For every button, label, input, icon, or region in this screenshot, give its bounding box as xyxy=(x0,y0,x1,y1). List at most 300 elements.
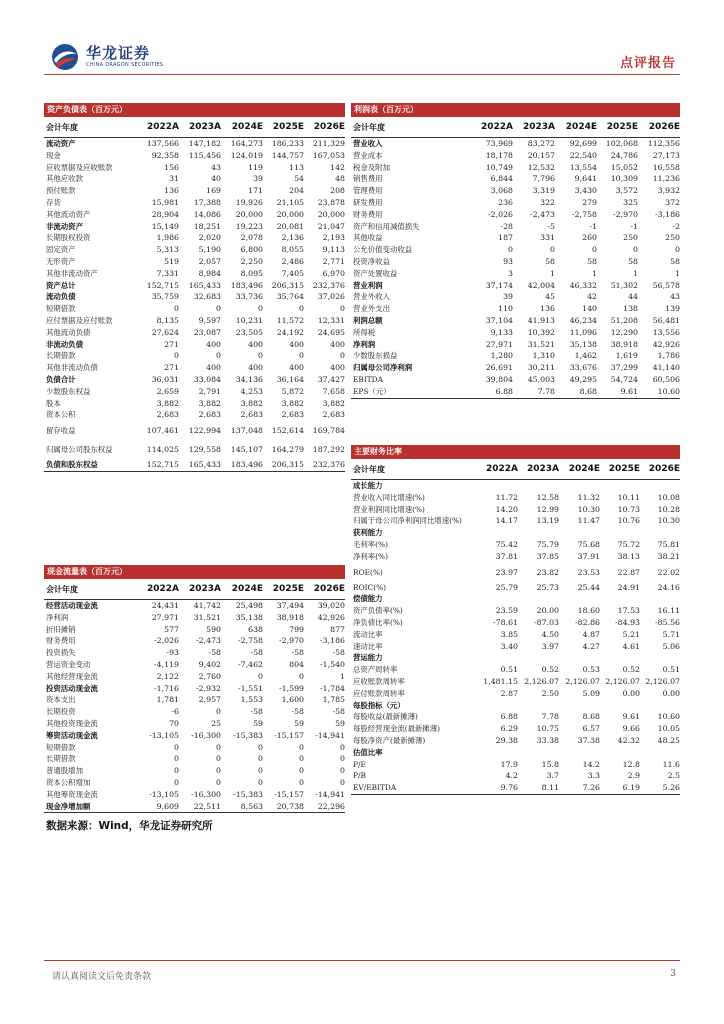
cell-value: 33.38 xyxy=(536,735,559,745)
cell-value: 6.29 xyxy=(500,724,518,734)
header-year: 2026E xyxy=(304,579,345,600)
cell-value: -16,300 xyxy=(191,789,221,799)
cell-value: 0 xyxy=(340,777,345,787)
cell-value xyxy=(477,527,518,539)
cell-value: 5.21 xyxy=(622,629,640,639)
cell-value: 25 xyxy=(211,718,221,728)
cell-value: 206,315 xyxy=(271,280,304,290)
cell-value: 58 xyxy=(587,256,597,266)
cell-value: 0 xyxy=(216,304,221,314)
table-row xyxy=(44,386,345,398)
cell-value: 400 xyxy=(206,363,221,373)
table-row xyxy=(351,515,680,527)
cell-value: 35,759 xyxy=(151,292,179,302)
table-row xyxy=(44,659,345,671)
cell-value: 10.75 xyxy=(536,724,559,734)
cell-value: 3,068 xyxy=(490,186,513,196)
row-label: EV/EBITDA xyxy=(351,782,477,794)
cell-value: 21,047 xyxy=(317,221,345,231)
row-label: 负债和股东权益 xyxy=(44,459,136,471)
cell-value: 21,105 xyxy=(276,197,304,207)
cell-value: -87.03 xyxy=(534,617,559,627)
row-label: 营业利润同比增速(%) xyxy=(353,504,425,514)
header-year: 2024E xyxy=(221,117,263,138)
cell-value: 331 xyxy=(540,233,555,243)
cell-value: -15,383 xyxy=(233,730,263,740)
cell-value: 37.81 xyxy=(495,551,518,561)
cell-value: 20,000 xyxy=(276,209,304,219)
cell-value: 29.38 xyxy=(495,735,518,745)
cell-value xyxy=(600,747,640,759)
cell-value: 42.32 xyxy=(617,735,640,745)
cell-value: 2,122 xyxy=(156,671,179,681)
cell-value: 41,140 xyxy=(652,363,680,373)
cell-value: 400 xyxy=(289,363,304,373)
cell-value: 34,136 xyxy=(235,374,263,384)
cell-value: 2,957 xyxy=(198,695,221,705)
cell-value xyxy=(640,480,680,492)
cell-value: 136 xyxy=(540,304,555,314)
cell-value: 10.60 xyxy=(638,386,680,398)
cell-value: 4.61 xyxy=(622,641,640,651)
cell-value: 6,970 xyxy=(322,268,345,278)
cell-value: 129,558 xyxy=(188,445,221,455)
cell-value: 35,138 xyxy=(235,612,263,622)
cell-value: 70 xyxy=(169,718,179,728)
cell-value: 0 xyxy=(258,766,263,776)
cell-value: 51,302 xyxy=(610,280,638,290)
cell-value: 75.79 xyxy=(536,539,559,549)
table-row xyxy=(44,162,345,174)
cell-value: 23,878 xyxy=(317,197,345,207)
cell-value: 250 xyxy=(623,233,638,243)
cell-value: 1,986 xyxy=(156,233,179,243)
cell-value xyxy=(477,593,518,605)
row-label: 税金及附加 xyxy=(353,162,390,172)
cell-value: 18,251 xyxy=(193,221,221,231)
cell-value: 37,104 xyxy=(485,315,513,325)
row-label: 其他应收款 xyxy=(46,174,83,184)
cell-value: 11.32 xyxy=(577,492,600,502)
cell-value: 0 xyxy=(633,245,638,255)
cell-value: 59 xyxy=(253,718,263,728)
cell-value: 4.87 xyxy=(582,629,600,639)
cell-value: 16.11 xyxy=(657,606,680,616)
cell-value: 39,804 xyxy=(485,374,513,384)
cell-value: 43 xyxy=(211,162,221,172)
row-label: 流动比率 xyxy=(353,629,383,639)
cell-value: 15,981 xyxy=(151,197,179,207)
row-label: 每股净资产(最新摊薄) xyxy=(353,735,426,745)
cell-value: 35,138 xyxy=(569,339,597,349)
cell-value: 6,844 xyxy=(490,174,513,184)
table-row xyxy=(44,209,345,221)
row-label: 资产和信用减值损失 xyxy=(353,221,420,231)
logo-name-cn: 华龙证券 xyxy=(86,44,151,62)
cell-value: 10.11 xyxy=(617,492,640,502)
cell-value: 14.20 xyxy=(495,504,518,514)
cell-value: 26,691 xyxy=(485,363,513,373)
cell-value: 6.88 xyxy=(500,712,518,722)
table-row xyxy=(44,694,345,706)
cell-value: 0.00 xyxy=(662,688,680,698)
row-label: 成长能力 xyxy=(353,481,383,490)
cell-value: -14,941 xyxy=(315,730,345,740)
table-row xyxy=(44,315,345,327)
cell-value xyxy=(600,593,640,605)
cell-value: 20,157 xyxy=(527,150,555,160)
cell-value xyxy=(518,527,559,539)
cell-value: 9.76 xyxy=(477,782,518,794)
cell-value: 12.58 xyxy=(536,492,559,502)
cell-value: 20,000 xyxy=(235,209,263,219)
cell-value: 27,971 xyxy=(485,339,513,349)
table-row xyxy=(351,641,680,653)
cell-value: 102,068 xyxy=(605,139,638,148)
cell-value: 152,614 xyxy=(271,426,304,436)
table-row xyxy=(44,706,345,718)
cell-value: 271 xyxy=(164,339,179,349)
cell-value: 0.51 xyxy=(500,665,518,675)
cell-value: 208 xyxy=(330,186,345,196)
table-row xyxy=(44,742,345,754)
cell-value: 25.44 xyxy=(577,582,600,592)
cell-value xyxy=(518,480,559,492)
cell-value: -1,599 xyxy=(279,683,304,693)
table-row xyxy=(44,138,345,150)
cell-value: 2,136 xyxy=(281,233,304,243)
cell-value: 113 xyxy=(289,162,304,172)
balance-sheet-table xyxy=(44,117,345,472)
header-year: 2024E xyxy=(221,579,263,600)
ratios-section xyxy=(351,445,680,795)
cell-value xyxy=(600,652,640,664)
cell-value: 23,505 xyxy=(235,327,263,337)
cell-value: 14,086 xyxy=(193,209,221,219)
table-row xyxy=(351,244,680,256)
cell-value: 638 xyxy=(248,624,263,634)
row-label: P/B xyxy=(353,771,366,781)
row-label: 非流动资产 xyxy=(46,221,83,231)
row-label: 研发费用 xyxy=(353,197,383,207)
header-label: 会计年度 xyxy=(351,459,477,480)
row-label: 留存收益 xyxy=(46,426,76,436)
cell-value: 2.9 xyxy=(627,771,640,781)
cell-value: 42,004 xyxy=(527,280,555,290)
cell-value: 10.05 xyxy=(657,724,680,734)
cell-value: -2,026 xyxy=(154,636,179,646)
disclaimer-link[interactable]: 请认真阅读文后免责条款 xyxy=(52,972,152,982)
cell-value: 211,329 xyxy=(312,139,345,148)
row-label: 营运能力 xyxy=(353,653,383,663)
cell-value: 5.26 xyxy=(640,782,680,794)
cell-value xyxy=(559,652,600,664)
row-label: 营业利润 xyxy=(353,280,383,290)
cell-value: 11.47 xyxy=(577,516,600,526)
cell-value: 37.85 xyxy=(536,551,559,561)
cell-value: -1,540 xyxy=(320,659,345,669)
cell-value: 1,781 xyxy=(156,695,179,705)
table-row xyxy=(44,350,345,362)
cell-value: 3.40 xyxy=(500,641,518,651)
cell-value: 59 xyxy=(335,718,345,728)
header-year: 2026E xyxy=(640,459,680,480)
header-year: 2026E xyxy=(638,117,680,138)
cell-value: 236 xyxy=(498,197,513,207)
table-row xyxy=(351,539,680,551)
cell-value: 3.7 xyxy=(546,771,559,781)
ratios-table xyxy=(351,459,680,795)
cell-value: 107,461 xyxy=(146,426,179,436)
cell-value: 10,749 xyxy=(485,162,513,172)
row-label: 利润总额 xyxy=(353,315,383,325)
cell-value: 112,356 xyxy=(647,139,680,148)
cell-value: 187 xyxy=(498,233,513,243)
cell-value: 75.72 xyxy=(617,539,640,549)
row-label: 归属于母公司净利润同比增速(%) xyxy=(353,516,462,526)
header-year: 2024E xyxy=(555,117,597,138)
cell-value: 11,572 xyxy=(276,315,304,325)
cell-value: 25,498 xyxy=(235,601,263,610)
row-label: 长期借款 xyxy=(46,754,76,764)
category-row xyxy=(351,747,680,759)
cell-value: 54,724 xyxy=(610,374,638,384)
cell-value: 8,135 xyxy=(156,315,179,325)
table-header-row xyxy=(351,459,680,480)
cell-value: -13,105 xyxy=(149,789,179,799)
table-row xyxy=(351,339,680,351)
cell-value: 171 xyxy=(248,186,263,196)
cell-value: 3 xyxy=(508,268,513,278)
table-row xyxy=(351,327,680,339)
cell-value: 46,332 xyxy=(569,280,597,290)
cell-value: 24,192 xyxy=(276,327,304,337)
cell-value: -6 xyxy=(171,707,179,717)
table-row xyxy=(351,256,680,268)
row-label: 每股经营现金流(最新摊薄) xyxy=(353,724,441,734)
table-row xyxy=(44,197,345,209)
cell-value xyxy=(640,747,680,759)
cell-value: 17.9 xyxy=(500,759,518,769)
cell-value: 24,786 xyxy=(610,150,638,160)
header-year: 2023A xyxy=(179,117,221,138)
table-header-row xyxy=(44,117,345,138)
table-row xyxy=(44,244,345,256)
cell-value: 19,223 xyxy=(235,221,263,231)
cell-value: -4,119 xyxy=(154,659,179,669)
table-row xyxy=(44,256,345,268)
cell-value: 1,553 xyxy=(240,695,263,705)
cell-value: 206,315 xyxy=(263,459,304,471)
cell-value: 42 xyxy=(587,292,597,302)
cell-value: 27,971 xyxy=(151,612,179,622)
row-label: 资产总计 xyxy=(46,280,76,290)
cell-value: 48.25 xyxy=(657,735,680,745)
row-label: 存货 xyxy=(46,197,61,207)
cell-value: -58 xyxy=(291,707,304,717)
cell-value: 3.97 xyxy=(541,641,559,651)
cell-value: 0 xyxy=(258,671,263,681)
row-label: 投资损失 xyxy=(46,648,76,658)
cell-value: 0 xyxy=(258,304,263,314)
header-year: 2025E xyxy=(263,579,304,600)
cell-value: 0.00 xyxy=(622,688,640,698)
cell-value: 152,715 xyxy=(146,280,179,290)
cell-value: 9,402 xyxy=(198,659,221,669)
table-row xyxy=(44,173,345,185)
row-label: ROE(%) xyxy=(353,567,383,577)
cell-value: 2,683 xyxy=(281,410,304,420)
cell-value: 0 xyxy=(340,304,345,314)
row-label: 应付账款周转率 xyxy=(353,688,405,698)
cell-value: 4,253 xyxy=(240,386,263,396)
cell-value: -2,970 xyxy=(613,209,638,219)
cell-value xyxy=(477,747,518,759)
cell-value: 19,926 xyxy=(235,197,263,207)
cell-value: 165,433 xyxy=(188,280,221,290)
cell-value: 3.3 xyxy=(587,771,600,781)
cell-value: 15.8 xyxy=(541,759,559,769)
cell-value: 35,764 xyxy=(276,292,304,302)
cell-value: -1 xyxy=(589,221,597,231)
cell-value: 10.08 xyxy=(657,492,680,502)
cell-value: 1,481.15 xyxy=(483,676,518,686)
row-label: 营运资金变动 xyxy=(46,659,91,669)
cell-value: 1 xyxy=(592,268,597,278)
cell-value: 590 xyxy=(206,624,221,634)
cell-value: 2.50 xyxy=(541,688,559,698)
row-label: 其他流动负债 xyxy=(46,327,91,337)
cell-value: 1,280 xyxy=(490,351,513,361)
table-row xyxy=(351,676,680,688)
cell-value: 0 xyxy=(216,742,221,752)
table-row xyxy=(351,563,680,582)
header-year: 2025E xyxy=(600,459,640,480)
cell-value: 232,376 xyxy=(312,280,345,290)
row-label: 偿债能力 xyxy=(353,594,383,604)
cell-value: 2,126.07 xyxy=(645,676,680,686)
cell-value: 92,358 xyxy=(151,150,179,160)
row-label: 资产处置收益 xyxy=(353,268,398,278)
table-row xyxy=(44,280,345,292)
cell-value: 0 xyxy=(299,671,304,681)
table-row xyxy=(44,327,345,339)
category-row xyxy=(351,700,680,712)
cell-value: 1,600 xyxy=(281,695,304,705)
row-label: 资本支出 xyxy=(46,695,76,705)
cell-value: 10.60 xyxy=(657,712,680,722)
cell-value: 7.26 xyxy=(559,782,600,794)
cell-value: 10,392 xyxy=(527,327,555,337)
logo-name-en: CHINA DRAGON SECURITIES xyxy=(86,62,164,68)
cell-value: 42,926 xyxy=(652,339,680,349)
header-year: 2022A xyxy=(471,117,513,138)
row-label: 净负债比率(%) xyxy=(353,617,403,627)
cell-value: 2,659 xyxy=(156,386,179,396)
cell-value: 58 xyxy=(545,256,555,266)
cell-value: -58 xyxy=(291,648,304,658)
cell-value: 1 xyxy=(675,268,680,278)
row-label: 营业外收入 xyxy=(353,292,390,302)
cell-value: 4.2 xyxy=(505,771,518,781)
table-row xyxy=(44,303,345,315)
cell-value: 0 xyxy=(258,754,263,764)
cell-value: 10,231 xyxy=(235,315,263,325)
cell-value: 0 xyxy=(174,742,179,752)
cell-value: 0 xyxy=(258,351,263,361)
cell-value: 877 xyxy=(330,624,345,634)
cell-value: 39,020 xyxy=(317,601,345,610)
cell-value: 37,299 xyxy=(610,363,638,373)
table-row xyxy=(44,339,345,351)
cell-value: 2,486 xyxy=(281,256,304,266)
row-label: 流动资产 xyxy=(46,139,76,148)
row-label: 净利率(%) xyxy=(353,551,388,561)
row-label: ROIC(%) xyxy=(353,582,386,592)
cell-value: 2,791 xyxy=(198,386,221,396)
cell-value: 9,597 xyxy=(198,315,221,325)
cell-value: 48 xyxy=(335,174,345,184)
cell-value: 5.71 xyxy=(662,629,680,639)
cell-value: 0 xyxy=(216,707,221,717)
row-label: 营业外支出 xyxy=(353,304,390,314)
cell-value: 22,511 xyxy=(179,801,221,813)
cell-value: 24,431 xyxy=(151,601,179,610)
cell-value: 18.60 xyxy=(577,606,600,616)
cell-value: 25.79 xyxy=(495,582,518,592)
cell-value: 8,095 xyxy=(240,268,263,278)
header-year: 2023A xyxy=(179,579,221,600)
cell-value: 0 xyxy=(258,742,263,752)
cell-value: -93 xyxy=(166,648,179,658)
table-row xyxy=(44,374,345,386)
row-label: 无形资产 xyxy=(46,256,76,266)
cell-value: 43 xyxy=(670,292,680,302)
cell-value: 0 xyxy=(299,304,304,314)
cell-value: 137,048 xyxy=(230,426,263,436)
cell-value: 31,521 xyxy=(193,612,221,622)
cell-value: 122,994 xyxy=(188,426,221,436)
table-row xyxy=(351,782,680,794)
cell-value: 1,310 xyxy=(532,351,555,361)
cell-value: 519 xyxy=(164,256,179,266)
cell-value: 0 xyxy=(340,766,345,776)
cell-value xyxy=(640,652,680,664)
cell-value: 75.42 xyxy=(495,539,518,549)
cell-value: 5,313 xyxy=(156,245,179,255)
cell-value: 400 xyxy=(248,339,263,349)
cell-value: -2,758 xyxy=(572,209,597,219)
table-row xyxy=(351,723,680,735)
cell-value: 2,126.07 xyxy=(524,676,559,686)
row-label: 其他非流动资产 xyxy=(46,268,98,278)
report-type-label: 点评报告 xyxy=(619,56,676,71)
cell-value: 9,609 xyxy=(136,801,179,813)
table-row xyxy=(44,777,345,789)
cell-value: 15,149 xyxy=(151,221,179,231)
row-label: 毛利率(%) xyxy=(353,539,388,549)
page-number: 3 xyxy=(670,969,676,979)
cell-value: -3,186 xyxy=(320,636,345,646)
cell-value: 2,683 xyxy=(198,410,221,420)
cell-value: 136 xyxy=(164,186,179,196)
cell-value: 804 xyxy=(289,659,304,669)
cell-value: 2,771 xyxy=(322,256,345,266)
cell-value xyxy=(559,747,600,759)
cell-value: 0 xyxy=(174,777,179,787)
cell-value: 271 xyxy=(164,363,179,373)
cell-value: 204 xyxy=(289,186,304,196)
